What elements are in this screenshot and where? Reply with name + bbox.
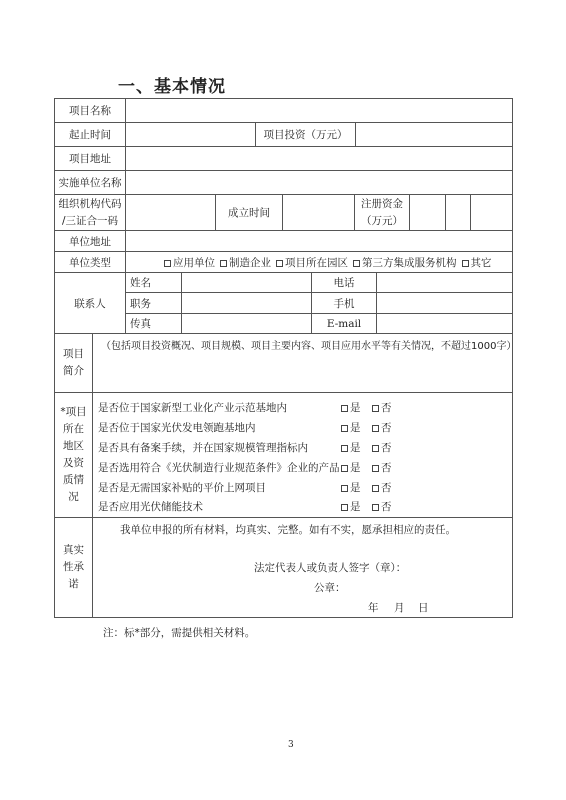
unit-type-options bbox=[125, 251, 513, 273]
section-heading: 一、基本情况 bbox=[118, 77, 226, 97]
project-name-field[interactable] bbox=[125, 98, 513, 123]
no-option[interactable]: 否 bbox=[372, 400, 392, 415]
yes-option[interactable]: 是 bbox=[341, 480, 361, 495]
contact-position-field[interactable] bbox=[181, 292, 312, 314]
capital-field[interactable] bbox=[409, 194, 446, 231]
checkbox-icon[interactable] bbox=[372, 504, 379, 511]
checkbox-icon[interactable] bbox=[462, 260, 469, 267]
established-label: 成立时间 bbox=[215, 194, 283, 231]
contact-mobile-field[interactable] bbox=[376, 292, 513, 314]
unit-type-option-application[interactable]: 应用单位 bbox=[164, 255, 215, 270]
no-option[interactable]: 否 bbox=[372, 460, 392, 475]
project-address-field[interactable] bbox=[125, 146, 513, 171]
seal-label: 公章： bbox=[314, 582, 346, 594]
no-option[interactable]: 否 bbox=[372, 480, 392, 495]
unit-type-option-manufacturer[interactable]: 制造企业 bbox=[220, 255, 271, 270]
question-text: 是否应用光伏储能技术 bbox=[98, 501, 203, 513]
contact-fax-label: 传真 bbox=[125, 313, 182, 334]
unit-type-option-integrator[interactable]: 第三方集成服务机构 bbox=[353, 255, 457, 270]
capital-label-line2: （万元） bbox=[361, 214, 403, 227]
date-year: 年 bbox=[368, 602, 379, 614]
page-number: 3 bbox=[288, 740, 294, 750]
contact-phone-field[interactable] bbox=[376, 272, 513, 293]
contact-email-label: E-mail bbox=[311, 313, 377, 334]
contact-email-field[interactable] bbox=[376, 313, 513, 334]
question-text: 是否位于国家光伏发电领跑基地内 bbox=[98, 422, 256, 434]
checkbox-icon[interactable] bbox=[372, 485, 379, 492]
unit-type-option-park[interactable]: 项目所在园区 bbox=[276, 255, 348, 270]
checkbox-icon[interactable] bbox=[164, 260, 171, 267]
implementer-field[interactable] bbox=[125, 170, 513, 195]
checkbox-icon[interactable] bbox=[341, 485, 348, 492]
org-code-label-line2: /三证合一码 bbox=[61, 214, 119, 227]
investment-label: 项目投资（万元） bbox=[255, 122, 356, 147]
checkbox-icon[interactable] bbox=[341, 465, 348, 472]
checkbox-icon[interactable] bbox=[372, 465, 379, 472]
contact-fax-field[interactable] bbox=[181, 313, 312, 334]
checkbox-icon[interactable] bbox=[341, 445, 348, 452]
project-intro-field[interactable]: （包括项目投资概况、项目规模、项目主要内容、项目应用水平等有关情况，不超过1000字） bbox=[92, 333, 513, 393]
signature-label: 法定代表人或负责人签字（章）： bbox=[254, 562, 407, 574]
checkbox-icon[interactable] bbox=[372, 445, 379, 452]
yes-option[interactable]: 是 bbox=[341, 460, 361, 475]
no-option[interactable]: 否 bbox=[372, 420, 392, 435]
contact-name-label: 姓名 bbox=[125, 272, 182, 293]
period-label: 起止时间 bbox=[54, 122, 126, 147]
contact-position-label: 职务 bbox=[125, 292, 182, 314]
unit-address-field[interactable] bbox=[125, 230, 513, 252]
capital-label bbox=[354, 194, 410, 231]
checkbox-icon[interactable] bbox=[372, 405, 379, 412]
project-name-label: 项目名称 bbox=[54, 98, 126, 123]
contact-name-field[interactable] bbox=[181, 272, 312, 293]
project-address-label: 项目地址 bbox=[54, 146, 126, 171]
question-text: 是否位于国家新型工业化产业示范基地内 bbox=[98, 402, 287, 414]
date-day: 日 bbox=[418, 602, 429, 614]
yes-option[interactable]: 是 bbox=[341, 420, 361, 435]
footnote: 注：标*部分，需提供相关材料。 bbox=[103, 627, 256, 639]
unit-address-label: 单位地址 bbox=[54, 230, 126, 252]
yes-option[interactable]: 是 bbox=[341, 440, 361, 455]
org-code-label bbox=[54, 194, 126, 231]
org-code-field[interactable] bbox=[125, 194, 216, 231]
basic-info-form bbox=[54, 98, 517, 618]
unit-type-label: 单位类型 bbox=[54, 251, 126, 273]
investment-field[interactable] bbox=[355, 122, 513, 147]
no-option[interactable]: 否 bbox=[372, 440, 392, 455]
contact-mobile-label: 手机 bbox=[311, 292, 377, 314]
project-intro-label: 项目 简介 bbox=[54, 333, 93, 393]
established-field[interactable] bbox=[282, 194, 355, 231]
checkbox-icon[interactable] bbox=[353, 260, 360, 267]
checkbox-icon[interactable] bbox=[341, 504, 348, 511]
question-text: 是否具有备案手续，并在国家规模管理指标内 bbox=[98, 442, 308, 454]
no-option[interactable]: 否 bbox=[372, 499, 392, 514]
implementer-label: 实施单位名称 bbox=[54, 170, 126, 195]
checkbox-icon[interactable] bbox=[341, 425, 348, 432]
checkbox-icon[interactable] bbox=[220, 260, 227, 267]
capital-field-extra[interactable] bbox=[445, 194, 471, 231]
checkbox-icon[interactable] bbox=[372, 425, 379, 432]
yes-option[interactable]: 是 bbox=[341, 499, 361, 514]
question-text: 是否选用符合《光伏制造行业规范条件》企业的产品 bbox=[98, 462, 340, 474]
date-month: 月 bbox=[394, 602, 405, 614]
checkbox-icon[interactable] bbox=[276, 260, 283, 267]
period-field[interactable] bbox=[125, 122, 256, 147]
contact-label: 联系人 bbox=[54, 272, 126, 334]
contact-phone-label: 电话 bbox=[311, 272, 377, 293]
location-qualification-label: *项目 所在 地区 及资 质情 况 bbox=[54, 392, 93, 518]
commitment-statement: 我单位申报的所有材料，均真实、完整。如有不实，愿承担相应的责任。 bbox=[120, 524, 456, 536]
org-code-label-line1: 组织机构代码 bbox=[58, 197, 122, 210]
capital-field-extra-2[interactable] bbox=[470, 194, 513, 231]
capital-label-line1: 注册资金 bbox=[361, 197, 403, 210]
commitment-label: 真实 性承 诺 bbox=[54, 517, 93, 618]
unit-type-option-other[interactable]: 其它 bbox=[462, 255, 492, 270]
checkbox-icon[interactable] bbox=[341, 405, 348, 412]
yes-option[interactable]: 是 bbox=[341, 400, 361, 415]
question-text: 是否是无需国家补贴的平价上网项目 bbox=[98, 482, 266, 494]
